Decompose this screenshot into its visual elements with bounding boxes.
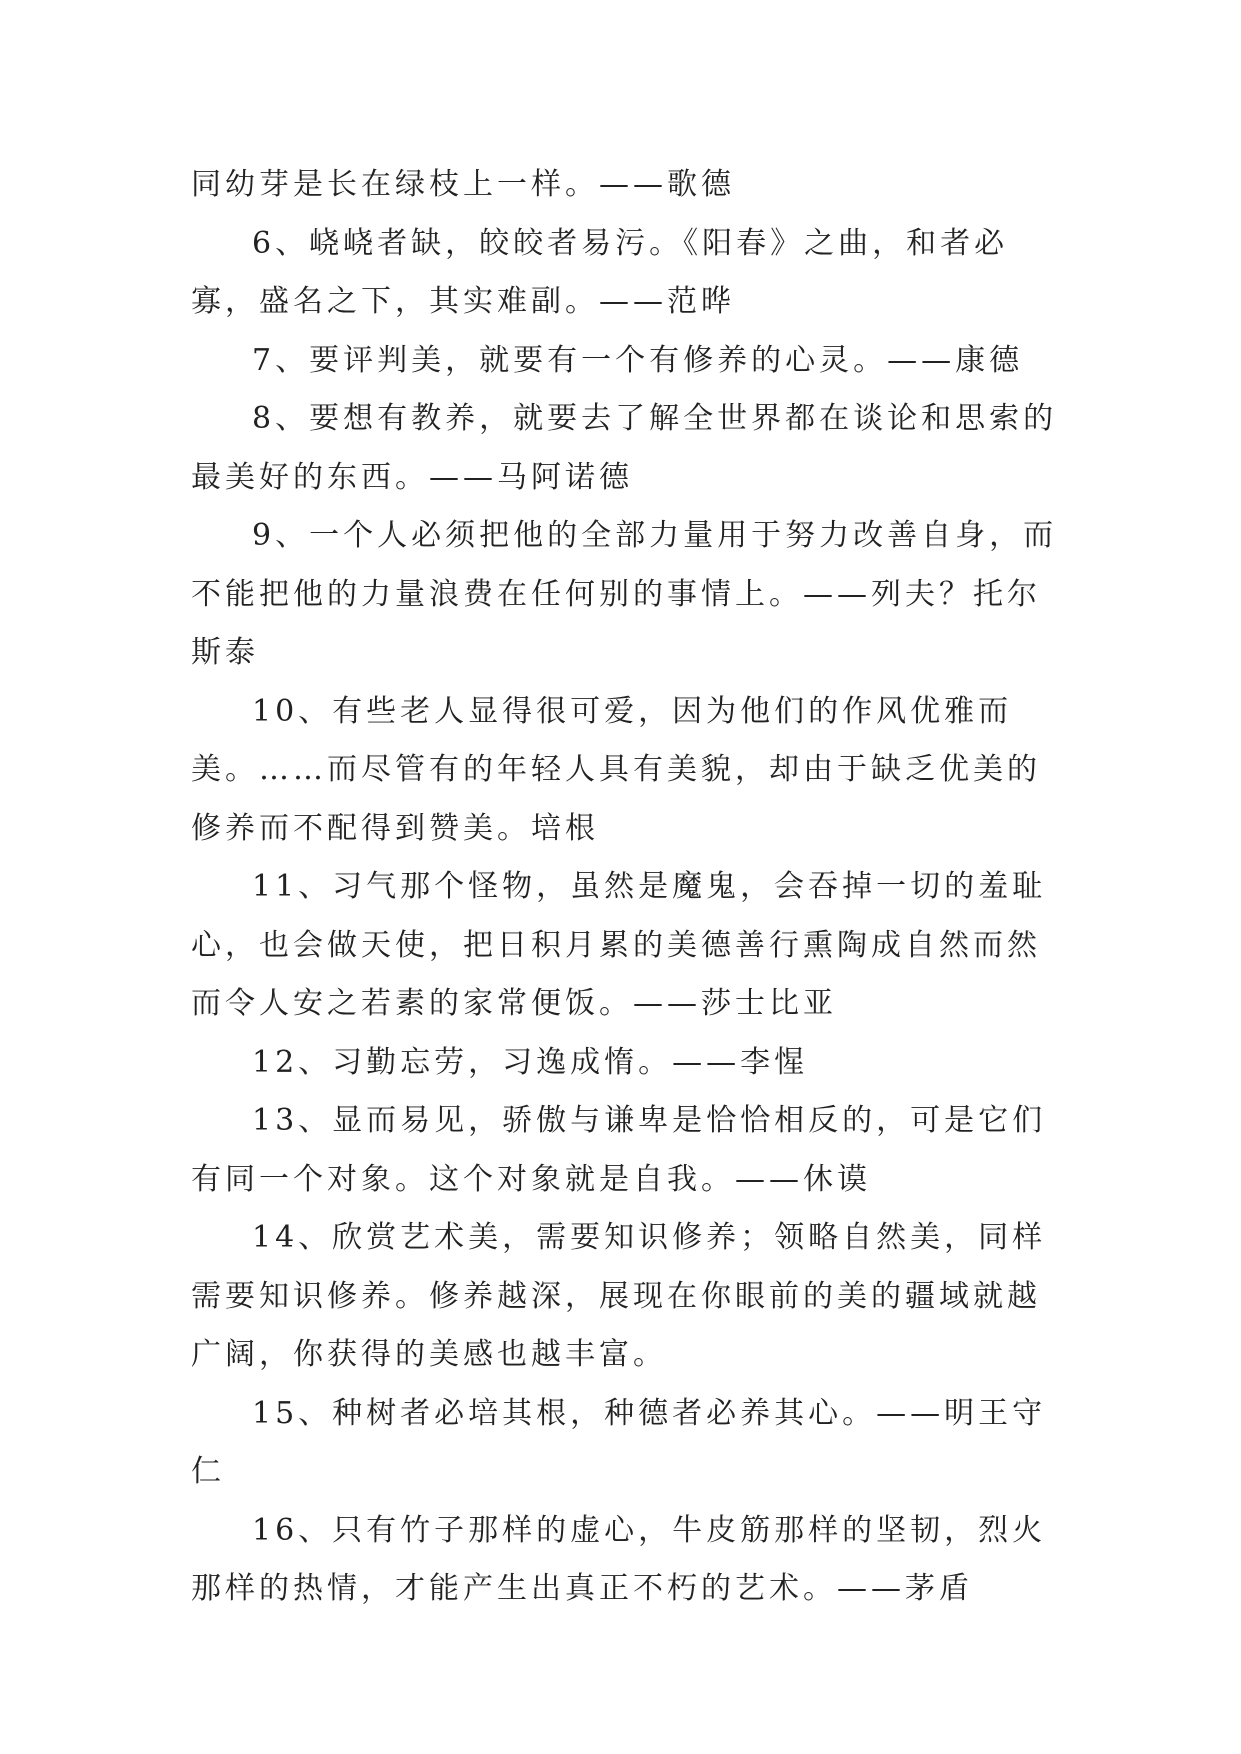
paragraph: 10、有些老人显得很可爱，因为他们的作风优雅而美。……而尽管有的年轻人具有美貌，却由于缺乏优美的修养而不配得到赞美。培根 bbox=[191, 693, 1041, 846]
paragraph: 9、一个人必须把他的全部力量用于努力改善自身，而不能把他的力量浪费在任何别的事情上。——列夫？托尔斯泰 bbox=[191, 518, 1058, 670]
paragraph: 12、习勤忘劳，习逸成惰。——李惺 bbox=[252, 1044, 809, 1080]
document-body bbox=[191, 156, 1071, 1619]
paragraph: 7、要评判美，就要有一个有修养的心灵。——康德 bbox=[252, 342, 1024, 378]
paragraph: 15、种树者必培其根，种德者必养其心。——明王守仁 bbox=[191, 1395, 1047, 1489]
paragraph: 同幼芽是长在绿枝上一样。——歌德 bbox=[191, 167, 735, 202]
paragraph: 8、要想有教养，就要去了解全世界都在谈论和思索的最美好的东西。——马阿诺德 bbox=[191, 401, 1058, 495]
paragraph: 11、习气那个怪物，虽然是魔鬼，会吞掉一切的羞耻心，也会做天使，把日积月累的美德善行熏陶成自然而然而令人安之若素的家常便饭。——莎士比亚 bbox=[191, 869, 1047, 1021]
paragraph: 6、峣峣者缺，皎皎者易污。《阳春》之曲，和者必寡，盛名之下，其实难副。——范晔 bbox=[191, 225, 1009, 319]
paragraph: 13、显而易见，骄傲与谦卑是恰恰相反的，可是它们有同一个对象。这个对象就是自我。——休谟 bbox=[191, 1103, 1047, 1197]
paragraph: 16、只有竹子那样的虚心，牛皮筋那样的坚韧，烈火那样的热情，才能产生出真正不朽的艺术。——茅盾 bbox=[191, 1512, 1047, 1606]
paragraph: 14、欣赏艺术美，需要知识修养；领略自然美，同样需要知识修养。修养越深，展现在你眼前的美的疆域就越广阔，你获得的美感也越丰富。 bbox=[191, 1220, 1047, 1372]
